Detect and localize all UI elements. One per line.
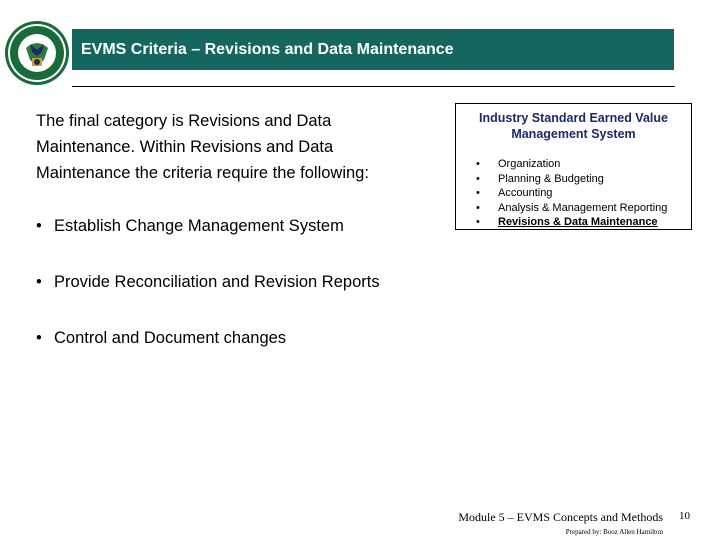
category-list [476, 157, 667, 230]
category-item: • Planning & Budgeting [476, 172, 604, 185]
title-divider [72, 86, 675, 87]
footer-module: Module 5 – EVMS Concepts and Methods [458, 510, 663, 524]
category-item: • Analysis & Management Reporting [476, 201, 668, 214]
doe-seal-icon [4, 20, 70, 86]
category-item-current: • Revisions & Data Maintenance [476, 216, 658, 228]
bullet-icon: • [36, 273, 42, 291]
main-bullet-1: • Establish Change Management System [36, 217, 344, 235]
category-item: • Organization [476, 158, 561, 170]
box-title: Industry Standard Earned Value Management System [479, 111, 668, 141]
prepared-by: Prepared by: Booz Allen Hamilton [565, 528, 663, 536]
category-item: • Accounting [476, 187, 553, 199]
bullet-icon: • [36, 329, 42, 347]
page-number: 10 [679, 510, 690, 522]
title-bar [72, 29, 674, 70]
main-bullet-2: • Provide Reconciliation and Revision Reports [36, 273, 380, 291]
main-bullet-3: • Control and Document changes [36, 329, 287, 347]
intro-paragraph: The final category is Revisions and Data Maintenance. Within Revisions and Data Maintenance the criteria require the following: [36, 112, 369, 182]
bullet-icon: • [36, 217, 42, 235]
slide-title: EVMS Criteria – Revisions and Data Maintenance [81, 41, 454, 58]
evms-categories-box [455, 103, 692, 230]
